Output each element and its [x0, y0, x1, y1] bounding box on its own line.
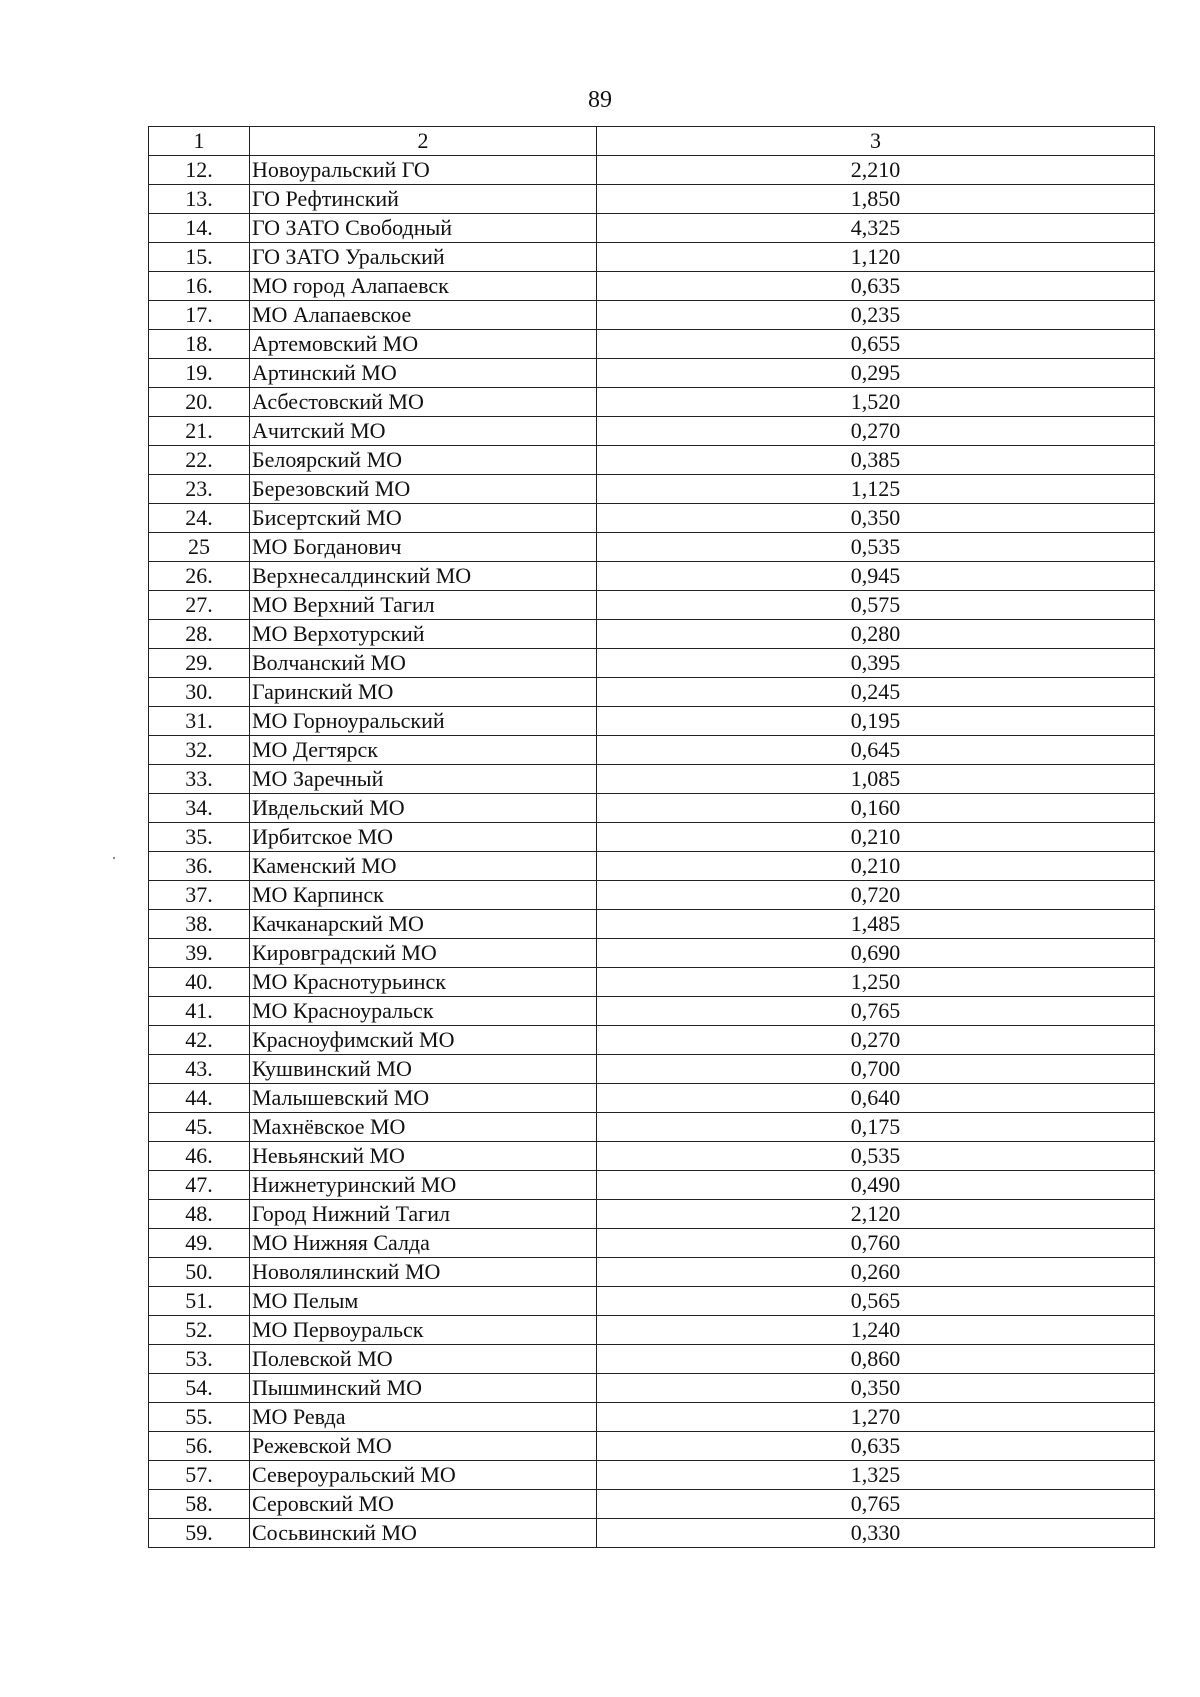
table-row: [149, 707, 1155, 736]
municipality-name-cell: Асбестовский МО: [250, 388, 597, 417]
table-row: [149, 1142, 1155, 1171]
coefficient-value-cell: 0,210: [597, 852, 1155, 881]
table-header-row: [149, 127, 1155, 156]
row-number-cell: 20.: [149, 388, 250, 417]
municipality-name-cell: Кушвинский МО: [250, 1055, 597, 1084]
table-row: [149, 272, 1155, 301]
row-number-cell: 25: [149, 533, 250, 562]
coefficient-value-cell: 0,330: [597, 1519, 1155, 1548]
row-number-cell: 53.: [149, 1345, 250, 1374]
row-number-cell: 46.: [149, 1142, 250, 1171]
municipality-name-cell: ГО ЗАТО Уральский: [250, 243, 597, 272]
coefficient-value-cell: 0,175: [597, 1113, 1155, 1142]
coefficient-value-cell: 0,635: [597, 1432, 1155, 1461]
coefficient-value-cell: 1,085: [597, 765, 1155, 794]
coefficient-value-cell: 0,720: [597, 881, 1155, 910]
row-number-cell: 13.: [149, 185, 250, 214]
table-row: [149, 446, 1155, 475]
row-number-cell: 59.: [149, 1519, 250, 1548]
municipality-name-cell: Ачитский МО: [250, 417, 597, 446]
table-row: [149, 388, 1155, 417]
municipality-name-cell: Ивдельский МО: [250, 794, 597, 823]
municipality-name-cell: Ирбитское МО: [250, 823, 597, 852]
row-number-cell: 42.: [149, 1026, 250, 1055]
coefficient-value-cell: 2,120: [597, 1200, 1155, 1229]
row-number-cell: 40.: [149, 968, 250, 997]
table-row: [149, 1055, 1155, 1084]
municipality-name-cell: Артинский МО: [250, 359, 597, 388]
row-number-cell: 48.: [149, 1200, 250, 1229]
coefficient-value-cell: 0,535: [597, 533, 1155, 562]
table-row: [149, 156, 1155, 185]
coefficient-value-cell: 1,125: [597, 475, 1155, 504]
municipality-name-cell: ГО ЗАТО Свободный: [250, 214, 597, 243]
table-row: [149, 1200, 1155, 1229]
row-number-cell: 30.: [149, 678, 250, 707]
row-number-cell: 38.: [149, 910, 250, 939]
municipality-name-cell: Режевской МО: [250, 1432, 597, 1461]
municipality-name-cell: Качканарский МО: [250, 910, 597, 939]
table-row: [149, 852, 1155, 881]
municipality-name-cell: МО Пелым: [250, 1287, 597, 1316]
municipality-name-cell: Серовский МО: [250, 1490, 597, 1519]
row-number-cell: 23.: [149, 475, 250, 504]
table-row: [149, 1026, 1155, 1055]
table-row: [149, 1519, 1155, 1548]
row-number-cell: 52.: [149, 1316, 250, 1345]
row-number-cell: 37.: [149, 881, 250, 910]
row-number-cell: 34.: [149, 794, 250, 823]
municipality-name-cell: Невьянский МО: [250, 1142, 597, 1171]
coefficient-value-cell: 0,645: [597, 736, 1155, 765]
municipality-name-cell: Новолялинский МО: [250, 1258, 597, 1287]
table-row: [149, 330, 1155, 359]
municipality-name-cell: МО Алапаевское: [250, 301, 597, 330]
table-row: [149, 1316, 1155, 1345]
municipality-name-cell: Малышевский МО: [250, 1084, 597, 1113]
row-number-cell: 27.: [149, 591, 250, 620]
municipality-name-cell: Сосьвинский МО: [250, 1519, 597, 1548]
row-number-cell: 26.: [149, 562, 250, 591]
table-row: [149, 968, 1155, 997]
table-row: [149, 359, 1155, 388]
municipality-name-cell: МО Красноуральск: [250, 997, 597, 1026]
table-row: [149, 1345, 1155, 1374]
row-number-cell: 19.: [149, 359, 250, 388]
municipality-name-cell: ГО Рефтинский: [250, 185, 597, 214]
row-number-cell: 39.: [149, 939, 250, 968]
table-row: [149, 881, 1155, 910]
row-number-cell: 18.: [149, 330, 250, 359]
row-number-cell: 36.: [149, 852, 250, 881]
coefficient-value-cell: 1,325: [597, 1461, 1155, 1490]
row-number-cell: 43.: [149, 1055, 250, 1084]
coefficient-value-cell: 1,240: [597, 1316, 1155, 1345]
table-row: [149, 997, 1155, 1026]
coefficient-value-cell: 1,250: [597, 968, 1155, 997]
municipality-name-cell: Махнёвское МО: [250, 1113, 597, 1142]
coefficient-value-cell: 0,575: [597, 591, 1155, 620]
row-number-cell: 44.: [149, 1084, 250, 1113]
row-number-cell: 45.: [149, 1113, 250, 1142]
coefficient-value-cell: 0,565: [597, 1287, 1155, 1316]
coefficient-value-cell: 0,490: [597, 1171, 1155, 1200]
row-number-cell: 32.: [149, 736, 250, 765]
table-row: [149, 417, 1155, 446]
row-number-cell: 54.: [149, 1374, 250, 1403]
coefficient-value-cell: 1,485: [597, 910, 1155, 939]
table-row: [149, 185, 1155, 214]
table-row: [149, 678, 1155, 707]
coefficient-value-cell: 0,270: [597, 417, 1155, 446]
table-row: [149, 1229, 1155, 1258]
row-number-cell: 51.: [149, 1287, 250, 1316]
municipality-name-cell: Новоуральский ГО: [250, 156, 597, 185]
municipality-name-cell: МО Горноуральский: [250, 707, 597, 736]
coefficient-value-cell: 0,280: [597, 620, 1155, 649]
coefficient-value-cell: 0,395: [597, 649, 1155, 678]
municipality-name-cell: МО Краснотурьинск: [250, 968, 597, 997]
coefficient-value-cell: 0,765: [597, 997, 1155, 1026]
table-row: [149, 765, 1155, 794]
table-row: [149, 1171, 1155, 1200]
coefficient-value-cell: 1,850: [597, 185, 1155, 214]
coefficient-value-cell: 0,270: [597, 1026, 1155, 1055]
table-row: [149, 1258, 1155, 1287]
column-header-3: 3: [597, 127, 1155, 156]
row-number-cell: 49.: [149, 1229, 250, 1258]
municipality-name-cell: Гаринский МО: [250, 678, 597, 707]
coefficient-value-cell: 0,535: [597, 1142, 1155, 1171]
table-row: [149, 736, 1155, 765]
municipality-name-cell: МО Верхний Тагил: [250, 591, 597, 620]
coefficient-value-cell: 0,655: [597, 330, 1155, 359]
table-row: [149, 939, 1155, 968]
municipality-name-cell: Каменский МО: [250, 852, 597, 881]
municipality-name-cell: МО Заречный: [250, 765, 597, 794]
row-number-cell: 22.: [149, 446, 250, 475]
coefficient-value-cell: 0,700: [597, 1055, 1155, 1084]
row-number-cell: 57.: [149, 1461, 250, 1490]
municipality-name-cell: МО Нижняя Салда: [250, 1229, 597, 1258]
coefficient-value-cell: 0,350: [597, 504, 1155, 533]
table-row: [149, 1403, 1155, 1432]
row-number-cell: 12.: [149, 156, 250, 185]
coefficient-value-cell: 0,260: [597, 1258, 1155, 1287]
coefficient-value-cell: 0,860: [597, 1345, 1155, 1374]
table-row: [149, 504, 1155, 533]
municipality-name-cell: Артемовский МО: [250, 330, 597, 359]
table-row: [149, 823, 1155, 852]
municipality-name-cell: Нижнетуринский МО: [250, 1171, 597, 1200]
table-row: [149, 475, 1155, 504]
table-row: [149, 562, 1155, 591]
table-row: [149, 1432, 1155, 1461]
municipality-name-cell: МО Дегтярск: [250, 736, 597, 765]
row-number-cell: 56.: [149, 1432, 250, 1461]
row-number-cell: 29.: [149, 649, 250, 678]
municipality-name-cell: Белоярский МО: [250, 446, 597, 475]
table-row: [149, 1461, 1155, 1490]
table-row: [149, 794, 1155, 823]
table-row: [149, 243, 1155, 272]
column-header-1: 1: [149, 127, 250, 156]
municipality-name-cell: Красноуфимский МО: [250, 1026, 597, 1055]
table-row: [149, 1490, 1155, 1519]
coefficient-value-cell: 4,325: [597, 214, 1155, 243]
row-number-cell: 15.: [149, 243, 250, 272]
table-row: [149, 1084, 1155, 1113]
municipality-name-cell: МО город Алапаевск: [250, 272, 597, 301]
municipality-name-cell: Березовский МО: [250, 475, 597, 504]
table-row: [149, 301, 1155, 330]
coefficient-value-cell: 0,945: [597, 562, 1155, 591]
table-row: [149, 1287, 1155, 1316]
coefficient-value-cell: 0,690: [597, 939, 1155, 968]
row-number-cell: 31.: [149, 707, 250, 736]
coefficient-value-cell: 0,295: [597, 359, 1155, 388]
table-row: [149, 649, 1155, 678]
municipality-name-cell: Город Нижний Тагил: [250, 1200, 597, 1229]
row-number-cell: 17.: [149, 301, 250, 330]
row-number-cell: 24.: [149, 504, 250, 533]
row-number-cell: 16.: [149, 272, 250, 301]
municipality-name-cell: Полевской МО: [250, 1345, 597, 1374]
coefficient-value-cell: 0,635: [597, 272, 1155, 301]
municipality-name-cell: Пышминский МО: [250, 1374, 597, 1403]
column-header-2: 2: [250, 127, 597, 156]
municipality-name-cell: МО Ревда: [250, 1403, 597, 1432]
row-number-cell: 35.: [149, 823, 250, 852]
municipality-name-cell: Верхнесалдинский МО: [250, 562, 597, 591]
coefficient-value-cell: 0,160: [597, 794, 1155, 823]
municipality-name-cell: МО Верхотурский: [250, 620, 597, 649]
municipality-name-cell: МО Богданович: [250, 533, 597, 562]
row-number-cell: 33.: [149, 765, 250, 794]
table-row: [149, 533, 1155, 562]
coefficient-value-cell: 0,350: [597, 1374, 1155, 1403]
row-number-cell: 14.: [149, 214, 250, 243]
coefficient-value-cell: 1,270: [597, 1403, 1155, 1432]
municipality-name-cell: МО Карпинск: [250, 881, 597, 910]
municipality-name-cell: Кировградский МО: [250, 939, 597, 968]
margin-mark: [113, 857, 115, 859]
coefficient-value-cell: 0,385: [597, 446, 1155, 475]
coefficient-value-cell: 2,210: [597, 156, 1155, 185]
coefficient-value-cell: 0,235: [597, 301, 1155, 330]
table-row: [149, 910, 1155, 939]
municipality-name-cell: Североуральский МО: [250, 1461, 597, 1490]
row-number-cell: 41.: [149, 997, 250, 1026]
row-number-cell: 47.: [149, 1171, 250, 1200]
row-number-cell: 21.: [149, 417, 250, 446]
municipality-name-cell: Бисертский МО: [250, 504, 597, 533]
table-row: [149, 591, 1155, 620]
coefficient-value-cell: 0,210: [597, 823, 1155, 852]
coefficient-value-cell: 0,640: [597, 1084, 1155, 1113]
row-number-cell: 28.: [149, 620, 250, 649]
municipality-name-cell: МО Первоуральск: [250, 1316, 597, 1345]
page-number: 89: [588, 87, 612, 113]
table-row: [149, 1113, 1155, 1142]
coefficient-value-cell: 0,765: [597, 1490, 1155, 1519]
coefficient-value-cell: 0,760: [597, 1229, 1155, 1258]
table-row: [149, 214, 1155, 243]
row-number-cell: 58.: [149, 1490, 250, 1519]
row-number-cell: 50.: [149, 1258, 250, 1287]
coefficient-value-cell: 1,120: [597, 243, 1155, 272]
coefficient-value-cell: 0,245: [597, 678, 1155, 707]
table-row: [149, 1374, 1155, 1403]
row-number-cell: 55.: [149, 1403, 250, 1432]
municipality-name-cell: Волчанский МО: [250, 649, 597, 678]
data-table: [148, 126, 1155, 1548]
coefficient-value-cell: 0,195: [597, 707, 1155, 736]
table-row: [149, 620, 1155, 649]
coefficient-value-cell: 1,520: [597, 388, 1155, 417]
table-body: [149, 127, 1155, 1548]
